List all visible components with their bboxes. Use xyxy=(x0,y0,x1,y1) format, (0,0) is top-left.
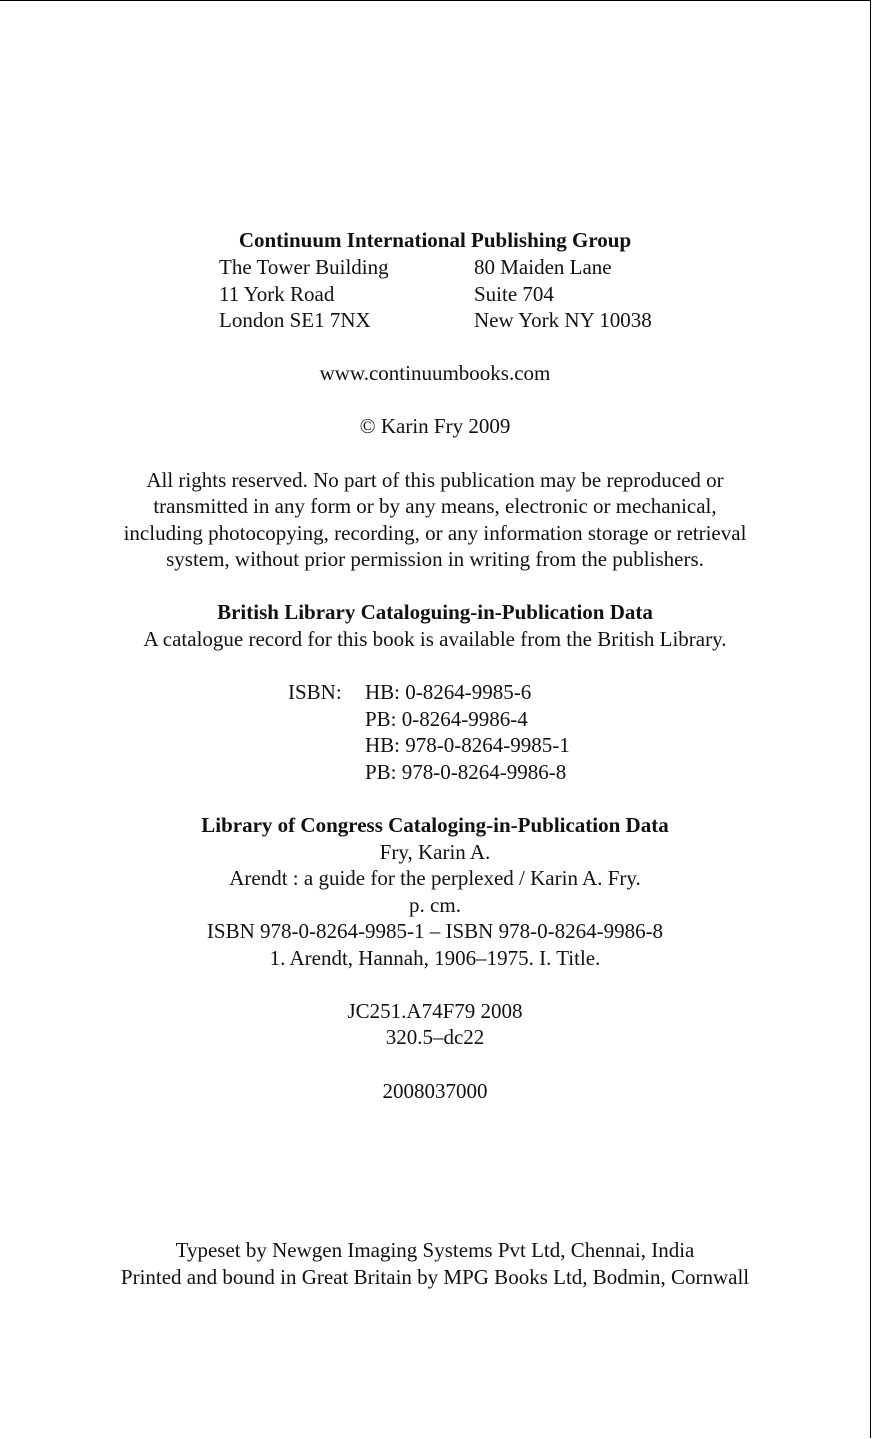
loc-line-isbn: ISBN 978-0-8264-9985-1 – ISBN 978-0-8264-9986-8 xyxy=(206,919,664,943)
typeset-credit: Typeset by Newgen Imaging Systems Pvt Ltd, Chennai, India xyxy=(175,1238,695,1262)
rights-line-2: transmitted in any form or by any means, electronic or mechanical, xyxy=(153,494,717,518)
rights-line-1: All rights reserved. No part of this publication may be reproduced or xyxy=(146,468,724,492)
loc-line-title: Arendt : a guide for the perplexed / Karin A. Fry. xyxy=(229,866,641,890)
isbn-entry: PB: 978-0-8264-9986-8 xyxy=(365,759,567,784)
printed-credit: Printed and bound in Great Britain by MPG Books Ltd, Bodmin, Cornwall xyxy=(120,1265,750,1289)
loc-heading: Library of Congress Cataloging-in-Publication Data xyxy=(201,813,669,837)
uk-address-line-1: The Tower Building xyxy=(219,255,389,279)
us-address-line-3: New York NY 10038 xyxy=(474,308,652,332)
uk-address-line-3: London SE1 7NX xyxy=(219,308,371,332)
us-address-line-1: 80 Maiden Lane xyxy=(474,255,612,279)
isbn-entry: HB: 0-8264-9985-6 xyxy=(365,680,532,704)
loc-line-pages: p. cm. xyxy=(409,893,461,917)
british-library-heading: British Library Cataloguing-in-Publication Data xyxy=(217,600,653,624)
copyright-notice: © Karin Fry 2009 xyxy=(359,414,511,438)
british-library-text: A catalogue record for this book is available from the British Library. xyxy=(143,627,727,651)
isbn-entry: PB: 0-8264-9986-4 xyxy=(365,706,528,731)
loc-line-subject: 1. Arendt, Hannah, 1906–1975. I. Title. xyxy=(269,946,601,970)
loc-classification-1: JC251.A74F79 2008 xyxy=(347,999,523,1023)
publisher-name: Continuum International Publishing Group xyxy=(238,228,632,252)
isbn-list xyxy=(365,679,570,785)
isbn-entry: HB: 978-0-8264-9985-1 xyxy=(365,733,570,757)
rights-line-3: including photocopying, recording, or any information storage or retrieval xyxy=(123,521,747,545)
uk-address-line-2: 11 York Road xyxy=(219,282,335,306)
loc-control-number: 2008037000 xyxy=(382,1079,488,1103)
loc-classification-2: 320.5–dc22 xyxy=(385,1025,485,1049)
us-address-line-2: Suite 704 xyxy=(474,282,554,306)
isbn-label: ISBN: xyxy=(288,680,342,704)
publisher-website: www.continuumbooks.com xyxy=(319,361,551,385)
rights-line-4: system, without prior permission in writing from the publishers. xyxy=(166,547,704,571)
loc-line-author: Fry, Karin A. xyxy=(379,840,491,864)
